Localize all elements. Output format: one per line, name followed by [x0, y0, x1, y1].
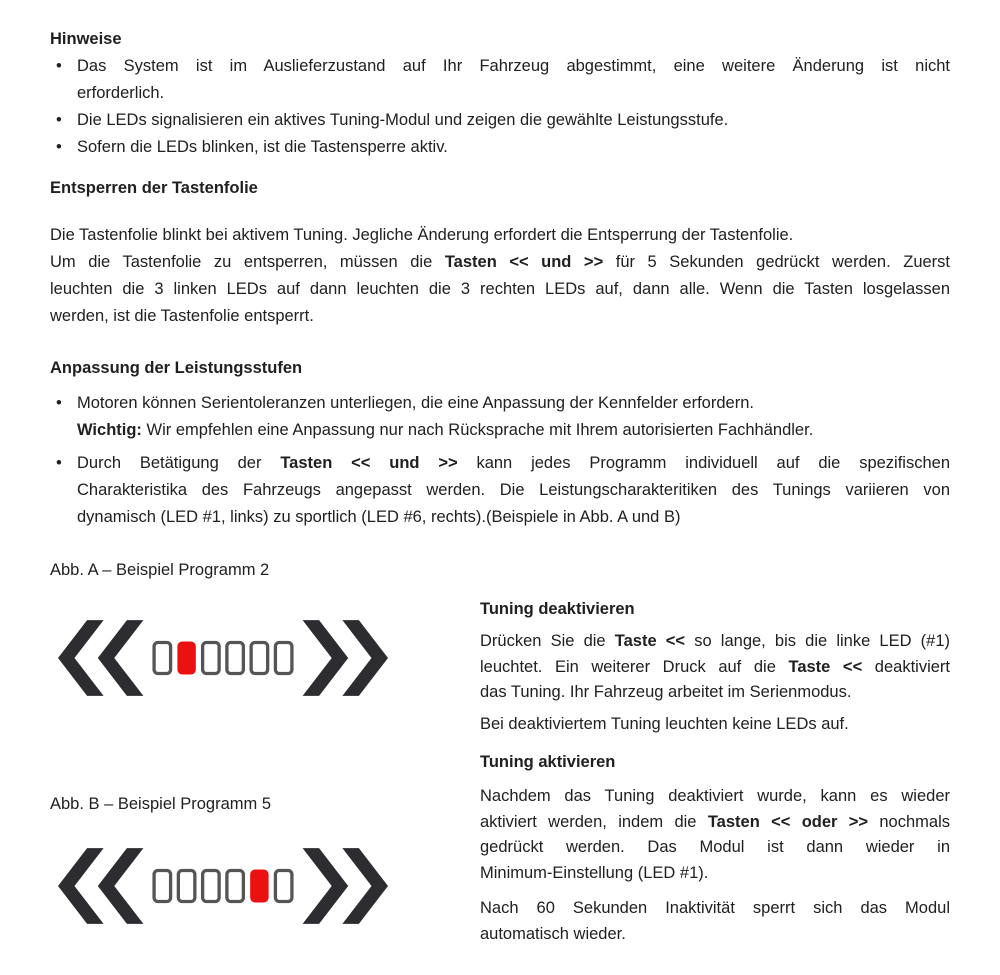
text-line: Charakteristika des Fahrzeugs angepasst werden. Die Leistungscharakteritiken des Tunings variieren von [77, 481, 950, 499]
text-line: erforderlich. [77, 84, 165, 102]
double-chevron-right-icon [303, 848, 388, 924]
chevron-icon [58, 848, 104, 924]
chevron-icon [342, 620, 388, 696]
text-line: werden, ist die Tastenfolie entsperrt. [50, 307, 314, 325]
led-inactive [203, 870, 220, 901]
paragraph [480, 896, 950, 947]
led-active [251, 870, 268, 901]
led-inactive [203, 642, 220, 673]
text-line: leuchtet. Ein weiterer Druck auf die Taste << deaktiviert [480, 657, 950, 676]
section-title-anpassung: Anpassung der Leistungsstufen [50, 359, 303, 377]
section-anpassung [50, 355, 950, 531]
section-title-hinweise: Hinweise [50, 30, 122, 48]
text-line: Wichtig: Wir empfehlen eine Anpassung nur nach Rücksprache mit Ihrem autorisierten Fachhändler. [77, 421, 814, 439]
bullet-item [50, 450, 950, 531]
paragraph [50, 249, 950, 330]
led-inactive [154, 642, 171, 673]
text-line: • Durch Betätigung der Tasten << und >> kann jedes Programm individuell auf die spezifischen [77, 454, 951, 472]
text-line: Nachdem das Tuning deaktiviert wurde, kann es wieder [480, 787, 950, 805]
chevron-icon [303, 620, 349, 696]
text-line: das Tuning. Ihr Fahrzeug arbeitet im Serienmodus. [480, 683, 852, 701]
chevron-icon [98, 620, 144, 696]
text-line: • Das System ist im Auslieferzustand auf Ihr Fahrzeug abgestimmt, eine weitere Änderung ist nicht [77, 57, 950, 75]
led-inactive [275, 870, 292, 901]
section-entsperren [50, 175, 950, 330]
paragraph [480, 784, 950, 886]
led-display-figure-a [58, 620, 388, 696]
text-line: Um die Tastenfolie zu entsperren, müssen die Tasten << und >> für 5 Sekunden gedrückt werden. Zuerst [50, 253, 950, 271]
led-inactive [275, 642, 292, 673]
bullet-item [50, 107, 950, 134]
led-inactive [154, 870, 171, 901]
text-line: gedrückt werden. Das Modul ist dann wieder in [480, 838, 950, 856]
double-chevron-right-icon [303, 620, 388, 696]
led-inactive [178, 870, 195, 901]
double-chevron-left-icon [58, 620, 143, 696]
hinweise-list [50, 53, 950, 161]
section-title-tuning-deaktivieren: Tuning deaktivieren [480, 600, 635, 618]
bullet-item [50, 134, 950, 161]
text-line: leuchten die 3 linken LEDs auf dann leuchten die 3 rechten LEDs auf, dann alle. Wenn die Tasten losgelassen [50, 280, 950, 298]
section-title-tuning-aktivieren: Tuning aktivieren [480, 753, 616, 771]
chevron-icon [303, 848, 349, 924]
chevron-icon [98, 848, 144, 924]
chevron-icon [58, 620, 104, 696]
led-active [178, 642, 195, 673]
figure-label-a: Abb. A – Beispiel Programm 2 [50, 561, 270, 579]
anpassung-list [50, 390, 950, 531]
text-line: Nach 60 Sekunden Inaktivität sperrt sich das Modul [480, 899, 950, 917]
led-strip [154, 870, 292, 901]
text-line: Drücken Sie die Taste << so lange, bis die linke LED (#1) [480, 632, 951, 650]
section-hinweise [50, 26, 950, 161]
text-line: • Motoren können Serientoleranzen unterliegen, die eine Anpassung der Kennfelder erfordern. [77, 394, 754, 412]
text-line: Minimum-Einstellung (LED #1). [480, 863, 709, 882]
paragraph [480, 629, 950, 706]
instructions-column [480, 557, 950, 947]
led-inactive [227, 642, 244, 673]
double-chevron-left-icon [58, 848, 143, 924]
led-strip [154, 642, 292, 673]
text-line: • Sofern die LEDs blinken, ist die Tastensperre aktiv. [77, 138, 448, 156]
chevron-icon [342, 848, 388, 924]
figures-and-instructions [50, 557, 950, 947]
led-inactive [227, 870, 244, 901]
bullet-item [50, 390, 950, 444]
paragraph: Die Tastenfolie blinkt bei aktivem Tuning. Jegliche Änderung erfordert die Entsperrung der Tastenfolie. [50, 226, 794, 244]
bullet-item [50, 53, 950, 107]
led-inactive [251, 642, 268, 673]
paragraph: Bei deaktiviertem Tuning leuchten keine LEDs auf. [480, 714, 849, 733]
text-line: dynamisch (LED #1, links) zu sportlich (LED #6, rechts).(Beispiele in Abb. A und B) [77, 508, 681, 526]
text-line: • Die LEDs signalisieren ein aktives Tuning-Modul und zeigen die gewählte Leistungsstufe. [77, 111, 729, 129]
text-line: automatisch wieder. [480, 924, 626, 943]
led-display-figure-b [58, 848, 388, 924]
figures-column [50, 557, 480, 947]
text-line: aktiviert werden, indem die Tasten << oder >> nochmals [480, 812, 950, 831]
section-title-entsperren: Entsperren der Tastenfolie [50, 179, 258, 197]
paragraph-group [50, 222, 950, 330]
figure-label-b: Abb. B – Beispiel Programm 5 [50, 795, 272, 813]
